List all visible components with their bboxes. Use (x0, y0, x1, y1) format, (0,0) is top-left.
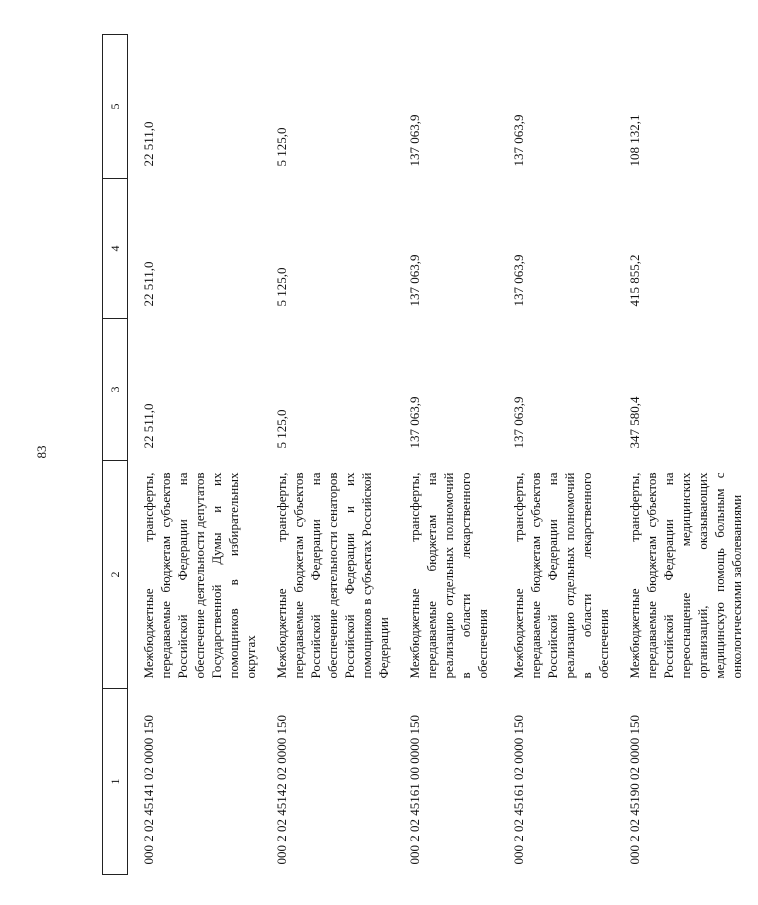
value-col4: 137 063,9 (407, 254, 422, 307)
column-header: 3 (103, 319, 128, 461)
column-header: 5 (103, 35, 128, 179)
table-row (128, 35, 266, 875)
item-name: Межбюджетные трансферты, передаваемые бюджетам на реализацию отдельных полномочий в области лекарственного обеспечения (407, 472, 490, 679)
value-col5: 22 511,0 (141, 121, 156, 167)
budget-table-rotated (102, 35, 744, 875)
column-header: 2 (103, 461, 128, 689)
budget-code: 000 2 02 45161 02 0000 150 (511, 715, 526, 865)
value-col3: 137 063,9 (511, 396, 526, 449)
budget-code: 000 2 02 45190 02 0000 150 (627, 715, 642, 865)
budget-code: 000 2 02 45141 02 0000 150 (141, 715, 156, 865)
value-col4: 137 063,9 (511, 254, 526, 307)
value-col5: 137 063,9 (511, 114, 526, 167)
page-number: 83 (34, 445, 49, 459)
value-col4: 415 855,2 (627, 254, 642, 307)
value-col3: 137 063,9 (407, 396, 422, 449)
item-name: Межбюджетные трансферты, передаваемые бюджетам субъектов Российской Федерации на реализацию отдельных полномочий в области лекарственного обеспечения (511, 472, 611, 679)
table-row (618, 35, 758, 875)
column-header: 1 (103, 689, 128, 875)
table-row (265, 35, 398, 875)
value-col4: 5 125,0 (274, 267, 289, 307)
budget-code: 000 2 02 45161 00 0000 150 (407, 715, 422, 865)
value-col3: 22 511,0 (141, 403, 156, 449)
header-row (103, 35, 128, 875)
table-row (398, 35, 502, 875)
table-row (502, 35, 618, 875)
item-name: Межбюджетные трансферты, передаваемые бюджетам субъектов Российской Федерации на обеспечение деятельности сенаторов Российской Федерации и их помощников в субъектах Российской Федерации (274, 472, 391, 679)
column-header: 4 (103, 179, 128, 319)
value-col3: 347 580,4 (627, 396, 642, 449)
value-col4: 22 511,0 (141, 261, 156, 307)
value-col3: 5 125,0 (274, 409, 289, 449)
value-col5: 137 063,9 (407, 114, 422, 167)
item-name: Межбюджетные трансферты, передаваемые бюджетам субъектов Российской Федерации на переоснащение медицинских организаций, оказывающих медицинскую помощь больным с онкологическими заболеваниями (627, 472, 744, 679)
value-col5: 108 132,1 (627, 114, 642, 167)
budget-code: 000 2 02 45142 02 0000 150 (274, 715, 289, 865)
budget-table (102, 34, 758, 875)
item-name: Межбюджетные трансферты, передаваемые бюджетам субъектов Российской Федерации на обеспечение деятельности депутатов Государственной Думы и их помощников в избирательных округах (141, 472, 258, 679)
value-col5: 5 125,0 (274, 127, 289, 167)
